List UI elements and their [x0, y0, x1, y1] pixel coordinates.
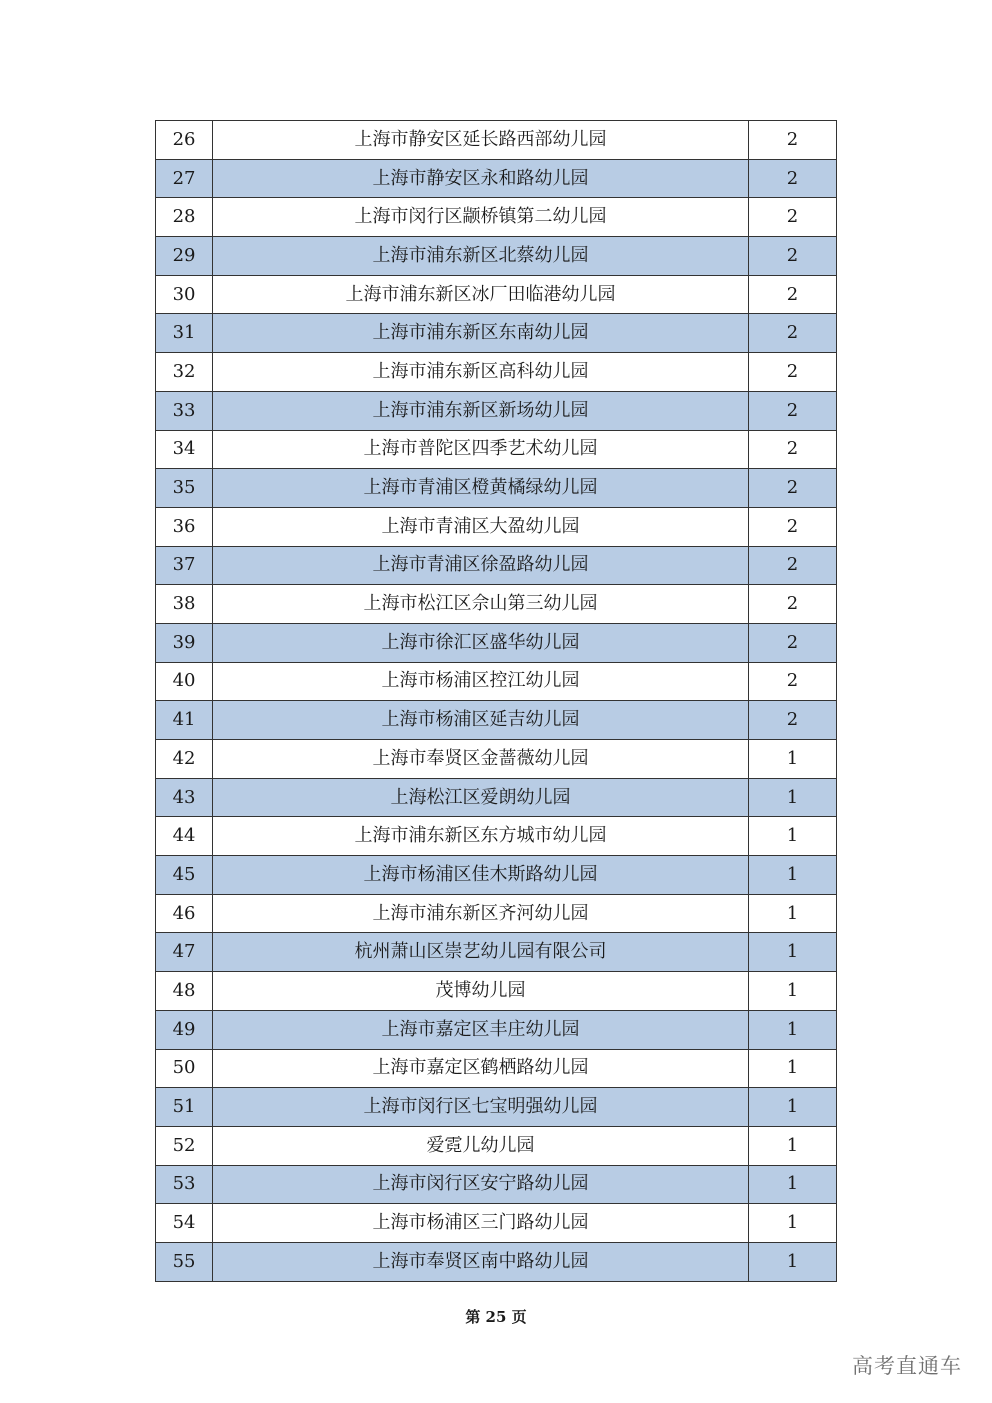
table-row	[156, 972, 837, 1011]
row-number-cell: 51	[156, 1088, 213, 1127]
school-name-cell: 上海市杨浦区延吉幼儿园	[213, 701, 749, 740]
count-cell: 1	[748, 1165, 836, 1204]
count-cell: 2	[748, 701, 836, 740]
table-row	[156, 933, 837, 972]
school-name-cell: 上海市嘉定区鹤栖路幼儿园	[213, 1049, 749, 1088]
school-table	[155, 120, 837, 1282]
school-name-cell: 上海市杨浦区佳木斯路幼儿园	[213, 856, 749, 895]
row-number-cell: 26	[156, 121, 213, 160]
row-number-cell: 53	[156, 1165, 213, 1204]
table-row	[156, 1242, 837, 1281]
page-number: 第 25 页	[465, 1308, 527, 1326]
table-row	[156, 1126, 837, 1165]
school-name-cell: 上海市松江区佘山第三幼儿园	[213, 585, 749, 624]
school-name-cell: 上海市普陀区四季艺术幼儿园	[213, 430, 749, 469]
school-name-cell: 上海市浦东新区冰厂田临港幼儿园	[213, 275, 749, 314]
row-number-cell: 34	[156, 430, 213, 469]
table-row	[156, 662, 837, 701]
row-number-cell: 30	[156, 275, 213, 314]
count-cell: 2	[748, 237, 836, 276]
count-cell: 2	[748, 546, 836, 585]
count-cell: 1	[748, 972, 836, 1011]
count-cell: 2	[748, 662, 836, 701]
table-row	[156, 623, 837, 662]
school-name-cell: 上海市静安区延长路西部幼儿园	[213, 121, 749, 160]
row-number-cell: 31	[156, 314, 213, 353]
table-row	[156, 353, 837, 392]
row-number-cell: 49	[156, 1010, 213, 1049]
count-cell: 1	[748, 1088, 836, 1127]
row-number-cell: 42	[156, 740, 213, 779]
table-row	[156, 1165, 837, 1204]
school-name-cell: 上海松江区爱朗幼儿园	[213, 778, 749, 817]
count-cell: 2	[748, 623, 836, 662]
count-cell: 1	[748, 1010, 836, 1049]
count-cell: 2	[748, 198, 836, 237]
count-cell: 1	[748, 1126, 836, 1165]
count-cell: 1	[748, 856, 836, 895]
school-name-cell: 上海市浦东新区北蔡幼儿园	[213, 237, 749, 276]
table-row	[156, 275, 837, 314]
table-row	[156, 430, 837, 469]
row-number-cell: 35	[156, 469, 213, 508]
school-name-cell: 上海市闵行区七宝明强幼儿园	[213, 1088, 749, 1127]
school-name-cell: 上海市杨浦区三门路幼儿园	[213, 1204, 749, 1243]
table-body	[156, 121, 837, 1282]
count-cell: 2	[748, 159, 836, 198]
row-number-cell: 50	[156, 1049, 213, 1088]
table-row	[156, 198, 837, 237]
table-row	[156, 1010, 837, 1049]
count-cell: 1	[748, 817, 836, 856]
table-row	[156, 391, 837, 430]
school-name-cell: 上海市浦东新区新场幼儿园	[213, 391, 749, 430]
table-row	[156, 1088, 837, 1127]
school-name-cell: 爱霓儿幼儿园	[213, 1126, 749, 1165]
row-number-cell: 43	[156, 778, 213, 817]
count-cell: 1	[748, 778, 836, 817]
count-cell: 2	[748, 469, 836, 508]
count-cell: 2	[748, 353, 836, 392]
table-row	[156, 121, 837, 160]
count-cell: 1	[748, 894, 836, 933]
row-number-cell: 54	[156, 1204, 213, 1243]
row-number-cell: 45	[156, 856, 213, 895]
count-cell: 1	[748, 1204, 836, 1243]
school-name-cell: 上海市浦东新区东方城市幼儿园	[213, 817, 749, 856]
count-cell: 2	[748, 275, 836, 314]
school-name-cell: 杭州萧山区崇艺幼儿园有限公司	[213, 933, 749, 972]
count-cell: 1	[748, 740, 836, 779]
row-number-cell: 55	[156, 1242, 213, 1281]
school-name-cell: 上海市奉贤区金蔷薇幼儿园	[213, 740, 749, 779]
table-row	[156, 817, 837, 856]
row-number-cell: 27	[156, 159, 213, 198]
row-number-cell: 39	[156, 623, 213, 662]
row-number-cell: 47	[156, 933, 213, 972]
row-number-cell: 28	[156, 198, 213, 237]
count-cell: 1	[748, 933, 836, 972]
school-name-cell: 上海市青浦区徐盈路幼儿园	[213, 546, 749, 585]
row-number-cell: 32	[156, 353, 213, 392]
row-number-cell: 38	[156, 585, 213, 624]
table-row	[156, 701, 837, 740]
table-row	[156, 1204, 837, 1243]
school-name-cell: 上海市奉贤区南中路幼儿园	[213, 1242, 749, 1281]
row-number-cell: 29	[156, 237, 213, 276]
table-row	[156, 856, 837, 895]
school-name-cell: 上海市闵行区安宁路幼儿园	[213, 1165, 749, 1204]
table-row	[156, 778, 837, 817]
school-name-cell: 上海市嘉定区丰庄幼儿园	[213, 1010, 749, 1049]
row-number-cell: 48	[156, 972, 213, 1011]
count-cell: 2	[748, 121, 836, 160]
watermark-logo-text: 高考直通车	[852, 1354, 962, 1378]
count-cell: 2	[748, 507, 836, 546]
school-name-cell: 上海市青浦区橙黄橘绿幼儿园	[213, 469, 749, 508]
row-number-cell: 40	[156, 662, 213, 701]
row-number-cell: 46	[156, 894, 213, 933]
school-name-cell: 茂博幼儿园	[213, 972, 749, 1011]
table-row	[156, 740, 837, 779]
school-name-cell: 上海市静安区永和路幼儿园	[213, 159, 749, 198]
school-name-cell: 上海市杨浦区控江幼儿园	[213, 662, 749, 701]
school-name-cell: 上海市浦东新区齐河幼儿园	[213, 894, 749, 933]
row-number-cell: 36	[156, 507, 213, 546]
table-row	[156, 546, 837, 585]
count-cell: 1	[748, 1242, 836, 1281]
table-row	[156, 894, 837, 933]
table-row	[156, 159, 837, 198]
row-number-cell: 44	[156, 817, 213, 856]
table-row	[156, 314, 837, 353]
school-name-cell: 上海市浦东新区东南幼儿园	[213, 314, 749, 353]
count-cell: 2	[748, 585, 836, 624]
row-number-cell: 37	[156, 546, 213, 585]
count-cell: 2	[748, 430, 836, 469]
count-cell: 1	[748, 1049, 836, 1088]
count-cell: 2	[748, 391, 836, 430]
table-row	[156, 585, 837, 624]
school-name-cell: 上海市徐汇区盛华幼儿园	[213, 623, 749, 662]
row-number-cell: 41	[156, 701, 213, 740]
row-number-cell: 33	[156, 391, 213, 430]
row-number-cell: 52	[156, 1126, 213, 1165]
school-name-cell: 上海市闵行区颛桥镇第二幼儿园	[213, 198, 749, 237]
table-row	[156, 469, 837, 508]
school-name-cell: 上海市青浦区大盈幼儿园	[213, 507, 749, 546]
table-row	[156, 507, 837, 546]
count-cell: 2	[748, 314, 836, 353]
school-name-cell: 上海市浦东新区高科幼儿园	[213, 353, 749, 392]
table-row	[156, 1049, 837, 1088]
table-row	[156, 237, 837, 276]
